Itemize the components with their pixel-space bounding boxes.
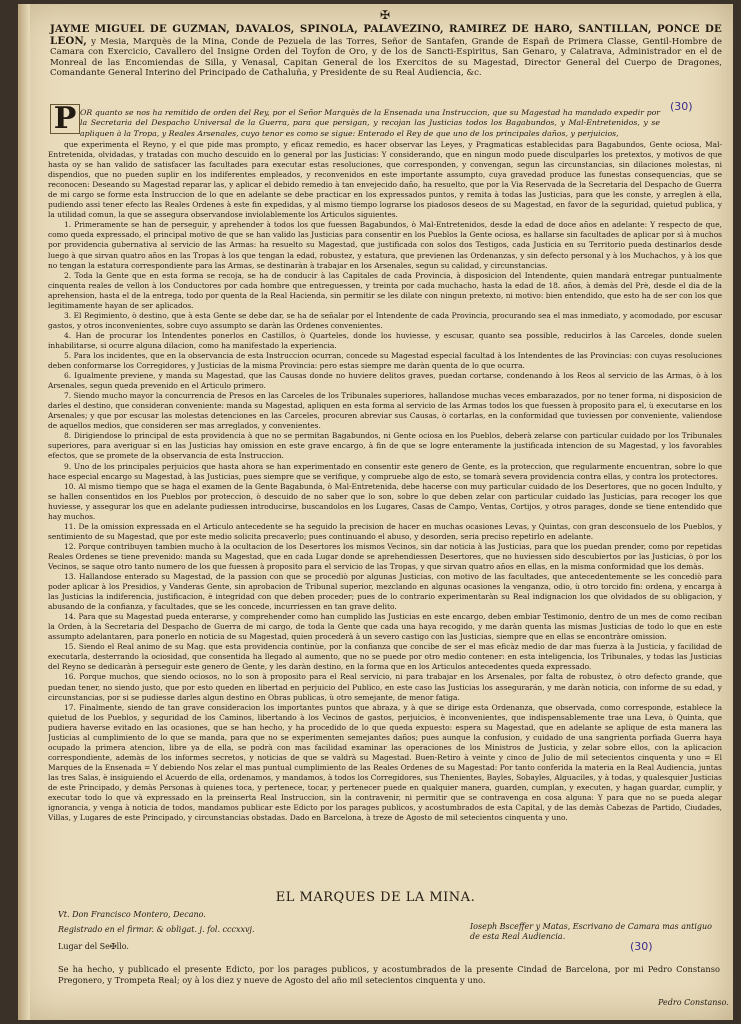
signer-name: EL MARQUES DE LA MINA. [275, 890, 476, 905]
article-11: 11. De la omission expressada en el Articulo antecedente se ha seguido la precision de hacer en muchas ocasiones Levas, y Quintas, con gran desconsuelo de los Pueblos, y sentimiento de su Magestad, que por este medio solicita precaverlo; pues continuando el abuso, y desorden, seria preciso repetirlo en adelante. [48, 521, 722, 541]
seal-place: Lugar del Se✠llo. [58, 942, 129, 951]
article-8: 8. Dirigiendose lo principal de esta providencia à que no se permitan Bagabundos, ni Gente ociosa en los Pueblos, deberà zelarse con particular cuidado por los Tribunales superiores, para averiguar si en las Justicias hay omission en este grave encargo, à fin de que se logre enteramente la justificada intencion de su Magestad, y los favorables efectos, que se promete de la observancia de esta Instruccion. [48, 431, 722, 461]
intro-paragraph: OR quanto se nos ha remitido de orden del Rey, por el Señor Marquès de la Ensenada una Instruccion, que su Magestad ha mandado expedir por la Secretaria del Despacho Universal de la Guerra, para que persigan, y recojan las Justicias todos los Bagabundos, y Mal-Entretenidos, y se apliquen à la Tropa, y Reales Arsenales, cuyo tenor es como se sigue: Enterado el Rey de que uno de los principales daños, y perjuicios, [80, 108, 660, 138]
heading-name: JAYME MIGUEL DE GUZMAN, DAVALOS, SPINOLA, PALAVEZINO, RAMIREZ DE HARO, SANTILLAN, PONCE DE LEON, [50, 23, 722, 47]
article-17: 17. Finalmente, siendo de tan grave consideracion los importantes puntos que abraza, y à que se dirige esta Ordenanza, que observada, como corresponde, establece la quietud de los Pueblos, y seguridad de los Caminos, libertando à los Vecinos de gastos, perjuicios, è inconvenientes, que indispensablemente trae una Leva, ò Quinta, que pudiera haverse evitado en las ocasiones, que se han hecho, y ha procedido de lo que queda expuesto: espera su Magestad, que en adelante se aplique de esta manera las Justicias al cumplimiento de lo que se manda, para que no se experimenten semejantes daños; pues aunque la confusion, y cuidado de una sangrienta porfiada Guerra haya ocupado la primera atencion, libre ya de ella, se podrà con mas facilidad examinar las operaciones de los Ministros de Justicia, y zelar sobre ellos, con la aplicacion correspondiente, ademàs de los informes secretos, y noticias de que se valdrà su Magestad. Buen-Retiro à veinte y cinco de Julio de mil setecientos cinquenta y uno = El Marques de la Ensenada = Y debiendo Nos zelar el mas puntual cumplimiento de las Reales Ordenes de su Magestad: Por tanto conferida la materia en la Real Audiencia, juntas las tres Salas, è insiguiendo el Acuerdo de ella, ordenamos, y mandamos, à todos los Corregidores, sus Thenientes, Bayles, Sobayles, Alguaciles, y à todas, y qualesquier Justicias de este Principado, y demàs Personas à quienes toca, y pertenece, tocar, y pertenecer puede en qualquier manera, guarden, cumplan, y executen, y hagan guardar, cumplir, y executar todo lo que và expressado en la preinserta Real Instruccion, sin la contravenir, ni permitir que se contravenga en cosa alguna: Y para que no se pueda alegar ignorancia, y venga à noticia de todos, mandamos publicar este Edicto por los parages publicos, y acostumbrados de esta Capital, y de las demàs Cabezas de Partido, Ciudades, Villas, y Lugares de este Principado, y circunstancias obstadas. Dado en Barcelona, à treze de Agosto de mil setecientos cinquenta y uno. [48, 702, 722, 823]
article-14: 14. Para que su Magestad pueda enterarse, y comprehender como han cumplido las Justicias en este encargo, deben embiar Testimonio, dentro de un mes de como reciban la Orden, à la Secretaria del Despacho de Guerra de mi cargo, de toda la Gente que cada una haya recogido, y me daràn quenta las mismas Justicias de todo lo que en este assumpto adelantaren, para ponerlo en noticia de su Magestad, quien procederà à un severo castigo con las Justicias, siempre que en ellas se encontràre omission. [48, 612, 722, 642]
drop-cap-letter: P [50, 104, 80, 134]
article-10: 10. Al mismo tiempo que se haga el examen de la Gente Bagabunda, ò Mal-Entretenida, debe hacerse con muy particular cuidado de los Desertores, que no gocen Indulto, y se hallen consentidos en los Pueblos por proteccion, ò descuido de no saber que lo son, sobre lo que deben zelar con particular cuidado las Justicias, para recoger los que huviesse, y assegurar los que en adelante pudiessen introducirse, buscandolos en los Lugares, Casas de Campo, Ventas, Cortijos, y otros parages, donde se tiene entendido que hay muchos. [48, 481, 722, 521]
crier-signature: Pedro Constanso. [658, 998, 729, 1007]
body-paragraph: que experimenta el Reyno, y el que pide mas prompto, y eficaz remedio, es hacer observar las Leyes, y Pragmaticas establecidas para Bagabundos, Gente ociosa, Mal-Entretenida, olvidadas, y tratadas con mucho descuido en lo general por las Justicias: Y considerando, que en ningun modo puede disculparles los pretextos, y motivos de que hasta oy se han valido de satisfacer las facultades para executar estas resoluciones, que corresponden, y convengan, segun las circunstancias, sin dilaciones molestas, ni dispendios, que no pueden suplir en los indiferentes empleados, y reconvenidos en este importante assumpto, cuya gravedad produce las funestas consequencias, que se reconocen: Deseando su Magestad reparar las, y aplicar el debido remedio à tan envejecido daño, ha resuelto, que por la Via Reservada de la Secretaria del Despacho de Guerra de mi cargo se forme esta Instruccion de lo que en adelante se debe practicar en los expressados puntos, y remita à todas las Justicias, para que les conste, y arreglen à ella, pudiendo assi tener efecto las Reales Ordenes à este fin expedidas, y al mismo tiempo lograrse los piadosos deseos de su Magestad, en favor de la seguridad, quietud publica, y la utilidad comun, la que se assegura observandose inviolablemente los Articulos siguientes. [48, 140, 722, 220]
vt-line: Vt. Don Francisco Montero, Decano. [58, 910, 206, 919]
heading-titles: y Mesia, Marquès de la Mina, Conde de Pezuela de las Torres, Señor de Santafen, Grande de Españ de Primera Classe, Gentil-Hombre de Camara con Exercicio, Cavallero del Insigne Orden del Toyfon de Oro, y de los de Sancti-Espiritus, San Genaro, y Calatrava, Administrador en el de Monreal de las Encomiendas de Silla, y Venasal, Capitan General de los Exercitos de su Magestad, Director General del Cuerpo de Dragones, Comandante General Interino del Principado de Cathaluña, y Presidente de su Real Audiencia, &c. [50, 36, 723, 79]
edict-body [48, 140, 722, 823]
notary-signature: Ioseph Bsceffer y Matas, Escrivano de Camara mas antiguo de esta Real Audiencia. [470, 922, 712, 941]
article-9: 9. Uno de los principales perjuicios que hasta ahora se han experimentado en consentir este genero de Gente, es la proteccion, que regularmente encuentran, sobre lo que hace especial encargo su Magestad, à las Justicias, pues siempre que se verifique, y compruebe algo de esto, se tomarà severa providencia contra ellas, y contra los protectores. [48, 461, 722, 481]
article-5: 5. Para los incidentes, que en la observancia de esta Instruccion ocurran, concede su Magestad especial facultad à los Intendentes de las Provincias: con cuyas resoluciones deben conformarse los Corregidores, y Justicias de la misma Provincia: pero estas siempre me daràn quenta de lo que ocurra. [48, 350, 722, 371]
article-4: 4. Han de procurar los Intendentes ponerlos en Castillos, ò Quarteles, donde los huviesse, y escusar, quanto sea possible, reducirlos à las Carceles, donde suelen inhabilitarse, si ocurre alguna dilacion, como ha manifestado la experiencia. [48, 330, 722, 350]
article-1: 1. Primeramente se han de perseguir, y aprehender à todos los que fuessen Bagabundos, ò Mal-Entretenidos, desde la edad de doce años en adelante: Y respecto de que, como queda expressado, el principal motivo de que se han valido las Justicias para consentir en los Pueblos la Gente ociosa, es hallarse sin facultades de aplicar por sì à muchos por providencia gubernativa al servicio de las Armas: ha resuelto su Magestad, que justificada con solos dos Testigos, cada Justicia en su Territorio pueda destinarlos desde luego à que sirvan quatro años en las Tropas à los que tengan la edad, robustez, y estatura, que previenen las Ordenanzas, y sin defecto personal y à los Muchachos, y à los que no tengan la estatura correspondiente para las Armas, se destinaràn à trabajar en los Arsenales, segun su calidad, y circunstancias. [48, 220, 722, 270]
article-16: 16. Porque muchos, que siendo ociosos, no lo son à proposito para el Real servicio, ni para trabajar en los Arsenales, por falta de robustez, ò otro defecto grande, que puedan tener, no siendo justo, que por esto queden en libertad en perjuicio del Publico, en este caso las Justicias los assegurarán, y me daràn noticia, con informe de su edad, y circunstancias, por si se pudiesse darles algun destino en Obras publicas, ù otro semejante, de menor fatiga. [48, 672, 722, 702]
article-2: 2. Toda la Gente que en esta forma se recoja, se ha de conducir à las Capitales de cada Provincia, à disposicion del Intendente, quien mandarà entregar puntualmente cinquenta reales de vellon à los Conductores por cada hombre que entreguessen, y treinta por cada muchacho, hasta la edad de 18. años, à demàs del Prè, desde el dia de la aprehension, hasta el de la entrega, todo por quenta de la Real Hacienda, sin permitir se les dilate con ningun pretexto, ni motivo: bien entendido, que esto ha de ser con los que legitimamente hayan de ser aplicados. [48, 270, 722, 310]
article-13: 13. Hallandose enterado su Magestad, de la passion con que se procediò por algunas Justicias, con motivo de las facultades, que antecedentemente se les concediò para poder aplicar à los Presidios, y Vanderas Gente, sin aprobacion de Tribunal superior, mezclando en algunas ocasiones la venganza, odio, ù otro torcido fin: ordena, y encarga à las Justicias la indiferencia, justificacion, è integridad con que deben proceder; pues de lo contrario experimentaràn su Real indignacion los que olvidados de su obligacion, y abusando de la confianza, y facultades, que se les concede, incurriessen en tan grave delito. [48, 572, 722, 612]
folio-number-top: (30) [670, 100, 693, 113]
publication-note: Se ha hecho, y publicado el presente Edicto, por los parages publicos, y acostumbrados de la presente Cindad de Barcelona, por mi Pedro Constanso Pregonero, y Trompeta Real; oy à los diez y nueve de Agosto del año mil setecientos cinquenta y uno. [58, 964, 720, 985]
article-3: 3. El Regimiento, ò destino, que à esta Gente se debe dar, se ha de señalar por el Intendente de cada Provincia, procurando sea el mas inmediato, y acomodado, por escusar gastos, y otros inconvenientes, sobre cuyo assumpto se daràn las Ordenes convenientes. [48, 310, 722, 330]
article-7: 7. Siendo mucho mayor la concurrencia de Presos en las Carceles de los Tribunales superiores, hallandose muchas veces embarazados, por no tener forma, ni disposicion de darles el destino, que consideran conveniente: manda su Magestad, apliquen en esta forma al servicio de las Armas todos los que fuessen à proposito para el, ù executarse en los Arsenales; y que por escusar las molestas detenciones en las Carceles, procuren abreviar sus Causas, ò cortarlas, en la conformidad que tuviessen por conveniente, valiendose de aquellos medios, que consideren ser mas arreglados, y convenientes. [48, 391, 722, 431]
article-15: 15. Siendo el Real animo de su Mag. que esta providencia continùe, por la confianza que concibe de ser el mas eficàz medio de dar mas fuerza à la Justicia, y facilidad de executarla, desterrando la ociosidad, que consentida ha llegado al aumento, que no se puede por otro medio contener: en esta inteligencia, los Tribunales, y todas las Justicias del Reyno se dedicaràn à perseguir este genero de Gente, y les daràn destino, en la forma que en los Articulos antecedentes queda expressado. [48, 642, 722, 672]
article-6: 6. Igualmente previene, y manda su Magestad, que las Causas donde no huviere delitos graves, puedan cortarse, condenando à los Reos al servicio de las Armas, ò à los Arsenales, segun queda prevenido en el Articulo primero. [48, 371, 722, 391]
page-binding-edge [18, 4, 30, 1020]
article-12: 12. Porque contribuyen tambien mucho à la ocultacion de los Desertores los mismos Vecinos, sin dar noticia à las Justicias, para que los puedan prender, como por repetidas Reales Ordenes se tiene prevenido: manda su Magestad, que en cada Lugar donde se aprehendiessen Desertores, que no huviessen sido descubiertos por las Justicias, ò por los Vecinos, se saque otro tanto numero de los que fuessen à proposito para el servicio de las Tropas, y que sirvan quatro años en ellas, en la misma conformidad que los demàs. [48, 541, 722, 571]
folio-number-bottom: (30) [630, 940, 653, 953]
edict-page [18, 4, 733, 1020]
registry-line: Registrado en el firmar. & obligat. j. fol. cccxxvj. [58, 925, 255, 934]
edict-heading [50, 24, 722, 79]
cross-ornament: ✠ [380, 8, 391, 22]
